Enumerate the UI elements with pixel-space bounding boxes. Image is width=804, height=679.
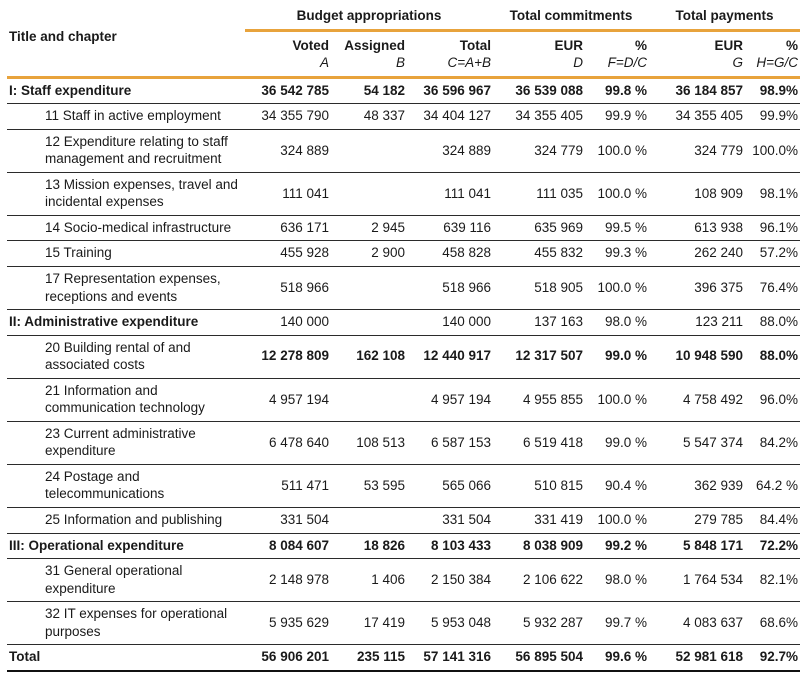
cell-value [331, 508, 407, 534]
cell-value: 96.0% [759, 391, 799, 407]
cell-value: 53 595 [363, 477, 405, 493]
cell-value: 99.7 % [604, 614, 648, 630]
row-title: 21 Information and communication technology [45, 382, 205, 416]
table-row [7, 310, 800, 336]
cell-value: 331 504 [280, 512, 329, 528]
cell-value: 279 785 [694, 512, 744, 528]
table-row [7, 335, 800, 378]
cell-value: 111 041 [444, 185, 491, 201]
table-row [7, 104, 800, 130]
column-header-eur-payments: EUR [714, 37, 744, 53]
row-title: 20 Building rental of and associated costs [45, 339, 191, 373]
cell-value: 324 779 [534, 142, 583, 158]
table-row [7, 172, 800, 215]
row-title: 13 Mission expenses, travel and incidental expenses [45, 176, 238, 210]
cell-value: 1 406 [371, 571, 405, 587]
cell-value: 34 355 405 [675, 108, 744, 124]
cell-value: 99.9% [759, 108, 799, 124]
cell-value: 100.0 % [597, 512, 648, 528]
cell-value: 331 504 [442, 512, 491, 528]
cell-value: 2 150 384 [430, 571, 491, 587]
cell-value: 5 932 287 [522, 614, 583, 630]
budget-execution-table [7, 4, 800, 672]
cell-value: 331 419 [534, 512, 583, 528]
cell-value: 98.9% [759, 82, 799, 98]
cell-value: 12 317 507 [515, 348, 583, 364]
cell-value: 99.0 % [604, 348, 648, 364]
table-row [7, 559, 800, 602]
table-row [7, 645, 800, 671]
formula-g: G [649, 54, 745, 77]
cell-value [331, 172, 407, 215]
cell-value: 34 355 405 [515, 108, 583, 124]
row-title: 12 Expenditure relating to staff management and recruitment [45, 133, 228, 167]
row-title: 15 Training [45, 245, 112, 261]
cell-value: 88.0% [759, 348, 799, 364]
table-row [7, 421, 800, 464]
row-title: 31 General operational expenditure [45, 563, 183, 596]
group-header-row [7, 4, 800, 30]
cell-value: 4 957 194 [430, 391, 491, 407]
cell-value: 639 116 [443, 219, 491, 235]
cell-value: 518 905 [534, 279, 583, 295]
cell-value: 518 966 [442, 279, 491, 295]
cell-value: 99.0 % [604, 434, 648, 450]
cell-value: 262 240 [694, 245, 744, 261]
cell-value: 324 779 [694, 142, 744, 158]
row-title: 32 IT expenses for operational purposes [45, 606, 228, 639]
table-row [7, 464, 800, 507]
cell-value: 235 115 [356, 649, 405, 665]
cell-value: 99.6 % [604, 649, 648, 665]
cell-value: 6 587 153 [430, 434, 491, 450]
column-header-total: Total [459, 37, 491, 53]
cell-value: 2 106 622 [522, 571, 583, 587]
cell-value: 36 542 785 [261, 82, 329, 98]
cell-value: 108 909 [694, 185, 744, 201]
cell-value: 57 141 316 [423, 649, 491, 665]
cell-value: 84.2% [759, 434, 799, 450]
cell-value [331, 129, 407, 172]
cell-value: 92.7% [759, 649, 799, 665]
cell-value: 99.8 % [604, 82, 648, 98]
cell-value: 5 935 629 [268, 614, 329, 630]
cell-value: 98.0 % [604, 314, 648, 330]
table-row [7, 267, 800, 310]
cell-value: 12 278 809 [261, 348, 329, 364]
title-and-chapter-header: Title and chapter [7, 4, 245, 77]
cell-value: 137 163 [534, 314, 583, 330]
cell-value: 56 906 201 [261, 649, 329, 665]
cell-value: 34 404 127 [423, 108, 491, 124]
cell-value: 52 981 618 [675, 649, 744, 665]
cell-value: 4 758 492 [682, 391, 744, 407]
table-row [7, 508, 800, 534]
cell-value: 54 182 [363, 82, 405, 98]
cell-value: 4 955 855 [522, 391, 583, 407]
cell-value: 140 000 [280, 314, 329, 330]
cell-value: 34 355 790 [261, 108, 329, 124]
table-row [7, 77, 800, 104]
cell-value: 56 895 504 [515, 649, 583, 665]
cell-value: 84.4% [759, 512, 799, 528]
cell-value: 36 539 088 [515, 82, 583, 98]
group-budget-appropriations: Budget appropriations [245, 4, 493, 30]
cell-value: 5 547 374 [682, 434, 744, 450]
cell-value: 99.5 % [604, 219, 648, 235]
cell-value: 98.0 % [604, 571, 648, 587]
cell-value [331, 267, 407, 310]
cell-value: 518 966 [280, 279, 329, 295]
cell-value: 8 084 607 [268, 537, 329, 553]
cell-value: 10 948 590 [675, 348, 744, 364]
cell-value: 396 375 [694, 279, 744, 295]
cell-value: 8 038 909 [522, 537, 583, 553]
cell-value: 36 184 857 [675, 82, 744, 98]
cell-value: 362 939 [694, 477, 744, 493]
cell-value: 123 211 [695, 314, 744, 330]
cell-value: 100.0% [752, 142, 799, 158]
cell-value: 18 826 [363, 537, 405, 553]
group-total-payments: Total payments [649, 4, 800, 30]
cell-value: 5 953 048 [430, 614, 491, 630]
group-total-commitments: Total commitments [493, 4, 649, 30]
table-row [7, 129, 800, 172]
cell-value: 82.1% [759, 571, 799, 587]
cell-value: 111 035 [536, 185, 583, 201]
cell-value: 458 828 [442, 245, 491, 261]
cell-value: 455 928 [280, 245, 329, 261]
cell-value: 111 041 [282, 185, 329, 201]
table-row [7, 378, 800, 421]
table-body [7, 77, 800, 671]
row-title: 24 Postage and telecommunications [45, 468, 165, 502]
cell-value: 162 108 [356, 348, 405, 364]
table-row [7, 241, 800, 267]
row-title: II: Administrative expenditure [9, 314, 199, 330]
table-row [7, 602, 800, 645]
row-title: III: Operational expenditure [9, 537, 184, 553]
column-header-pct-payments: % [786, 37, 799, 53]
cell-value: 48 337 [363, 108, 405, 124]
cell-value: 100.0 % [597, 142, 648, 158]
row-title: 23 Current administrative expenditure [45, 425, 196, 459]
table-row [7, 533, 800, 559]
cell-value: 324 889 [442, 142, 491, 158]
cell-value: 140 000 [442, 314, 491, 330]
formula-f: F=D/C [585, 54, 649, 77]
cell-value: 64.2 % [755, 477, 799, 493]
cell-value: 510 815 [534, 477, 583, 493]
cell-value: 98.1% [759, 185, 799, 201]
cell-value: 565 066 [442, 477, 491, 493]
cell-value: 635 969 [534, 219, 583, 235]
cell-value: 4 083 637 [682, 614, 744, 630]
cell-value: 96.1% [759, 219, 799, 235]
cell-value: 68.6% [759, 614, 799, 630]
row-title: 25 Information and publishing [45, 512, 223, 528]
row-title: Total [9, 649, 41, 665]
cell-value: 99.3 % [604, 245, 648, 261]
cell-value: 5 848 171 [682, 537, 744, 553]
cell-value: 1 764 534 [682, 571, 744, 587]
row-title: 17 Representation expenses, receptions and events [45, 271, 221, 304]
table-header [7, 4, 800, 77]
cell-value: 100.0 % [597, 185, 648, 201]
cell-value: 17 419 [363, 614, 405, 630]
column-header-pct-commitments: % [635, 37, 648, 53]
cell-value: 99.2 % [604, 537, 648, 553]
formula-h: H=G/C [745, 54, 800, 77]
cell-value: 613 938 [694, 219, 744, 235]
cell-value: 8 103 433 [430, 537, 491, 553]
table-row [7, 215, 800, 241]
cell-value [331, 378, 407, 421]
cell-value: 6 519 418 [522, 434, 583, 450]
formula-d: D [493, 54, 585, 77]
cell-value: 100.0 % [597, 279, 648, 295]
column-header-voted: Voted [292, 37, 329, 53]
cell-value: 2 148 978 [268, 571, 329, 587]
row-title: 14 Socio-medical infrastructure [45, 219, 232, 235]
cell-value: 76.4% [759, 279, 799, 295]
formula-b: B [331, 54, 407, 77]
cell-value: 99.9 % [604, 108, 648, 124]
cell-value: 455 832 [534, 245, 583, 261]
column-header-assigned: Assigned [344, 37, 405, 53]
cell-value: 90.4 % [604, 477, 648, 493]
cell-value: 636 171 [280, 219, 329, 235]
cell-value: 324 889 [280, 142, 329, 158]
cell-value: 108 513 [356, 434, 405, 450]
cell-value: 4 957 194 [268, 391, 329, 407]
cell-value: 511 471 [281, 477, 329, 493]
formula-c: C=A+B [407, 54, 493, 77]
cell-value [331, 310, 407, 336]
cell-value: 100.0 % [597, 391, 648, 407]
cell-value: 6 478 640 [268, 434, 329, 450]
row-title: I: Staff expenditure [9, 82, 132, 98]
row-title: 11 Staff in active employment [45, 108, 221, 124]
formula-a: A [245, 54, 331, 77]
cell-value: 12 440 917 [423, 348, 491, 364]
column-header-eur-commitments: EUR [554, 37, 583, 53]
cell-value: 57.2% [759, 245, 799, 261]
cell-value: 2 945 [371, 219, 405, 235]
cell-value: 36 596 967 [423, 82, 491, 98]
cell-value: 88.0% [759, 314, 799, 330]
cell-value: 72.2% [759, 537, 799, 553]
cell-value: 2 900 [371, 245, 405, 261]
